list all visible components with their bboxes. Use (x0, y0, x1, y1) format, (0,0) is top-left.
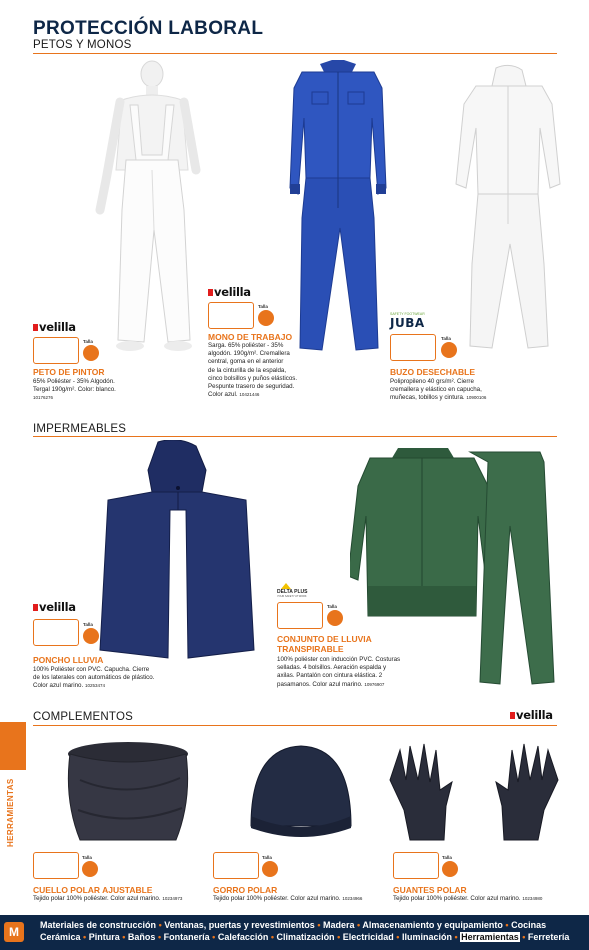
product-name: PONCHO LLUVIA (33, 655, 104, 665)
product-name: PETO DE PINTOR (33, 367, 105, 377)
footer-category[interactable]: Materiales de construcción (40, 920, 157, 930)
talla-label: Talla (83, 622, 93, 627)
price-box (33, 852, 79, 879)
page-title: PROTECCIÓN LABORAL (33, 18, 264, 39)
gorro-image (245, 742, 357, 842)
section-title-impermeables: IMPERMEABLES (33, 423, 127, 435)
price-box (33, 619, 79, 646)
talla-label: Talla (262, 855, 272, 860)
talla-label: Talla (441, 336, 451, 341)
brand-logo-velilla: velilla (33, 600, 76, 614)
size-icon (262, 861, 278, 877)
product-name: CONJUNTO DE LLUVIA TRANSPIRABLE (277, 634, 372, 654)
guantes-image (386, 740, 562, 845)
price-box (277, 602, 323, 629)
talla-label: Talla (258, 304, 268, 309)
side-category-label: HERRAMIENTAS (6, 778, 15, 847)
price-box (213, 852, 259, 879)
product-name: GUANTES POLAR (393, 885, 467, 895)
footer-category[interactable]: Ventanas, puertas y revestimientos (164, 920, 315, 930)
footer-category[interactable]: Cerámica (40, 932, 81, 942)
size-icon (82, 861, 98, 877)
brand-logo-icon: M (4, 922, 24, 942)
size-icon (83, 628, 99, 644)
price-box (33, 337, 79, 364)
peto-image (92, 60, 202, 360)
footer-category[interactable]: Ferretería (527, 932, 570, 942)
brand-logo-velilla: velilla (208, 285, 251, 299)
brand-logo-velilla: velilla (33, 320, 76, 334)
poncho-image (98, 440, 258, 662)
section-divider (33, 725, 557, 726)
size-icon (83, 345, 99, 361)
product-description: Polipropileno 40 grs/m². Cierre cremallera y elástico en capucha, muñecas, tobillos y cintura. 10900106 (390, 378, 487, 402)
product-description: Tejido polar 100% poliéster. Color azul marino. 10234966 (213, 895, 363, 902)
product-name: BUZO DESECHABLE (390, 367, 476, 377)
footer-category[interactable]: Calefacción (217, 932, 269, 942)
footer-category[interactable]: Almacenamiento y equipamiento (362, 920, 503, 930)
footer-category[interactable]: Climatización (276, 932, 335, 942)
footer-category[interactable]: Iluminación (401, 932, 452, 942)
section-divider (33, 53, 557, 54)
price-box (208, 302, 254, 329)
buzo-image (452, 64, 564, 354)
product-description: Tejido polar 100% poliéster. Color azul marino. 10234973 (33, 895, 183, 902)
size-icon (327, 610, 343, 626)
size-icon (258, 310, 274, 326)
product-name: GORRO POLAR (213, 885, 278, 895)
mono-image (282, 58, 392, 358)
brand-logo-deltaplus: DELTA PLUS YOUR SAFETY AT WORK (277, 583, 327, 598)
price-box (390, 334, 436, 361)
side-tab (0, 722, 26, 770)
conjunto-image (350, 446, 560, 691)
talla-label: Talla (83, 339, 93, 344)
product-name: CUELLO POLAR AJUSTABLE (33, 885, 153, 895)
brand-logo-juba: SAFETY FOOTWEAR JUBA (390, 312, 425, 330)
footer-categories-line2: Cerámica • Pintura • Baños • Fontanería • Calefacción • Climatización • Electricidad • Iluminación • Herramientas • Ferretería (40, 932, 570, 942)
footer-categories-line1: Materiales de construcción • Ventanas, puertas y revestimientos • Madera • Almacenamiento y equipamiento • Cocinas (40, 920, 547, 930)
talla-label: Talla (327, 604, 337, 609)
footer-category[interactable]: Madera (323, 920, 355, 930)
product-description: 65% Poliéster - 35% Algodón. Tergal 190g/m². Color: blanco. 10176276 (33, 378, 116, 401)
footer-category[interactable]: Electricidad (342, 932, 394, 942)
section-divider (33, 436, 557, 437)
footer-category[interactable]: Fontanería (163, 932, 210, 942)
size-icon (441, 342, 457, 358)
section-title-complementos: COMPLEMENTOS (33, 711, 133, 723)
size-icon (442, 861, 458, 877)
footer-category-active[interactable]: Herramientas (461, 932, 519, 942)
footer-category[interactable]: Pintura (88, 932, 120, 942)
product-description: 100% Poliéster con PVC. Capucha. Cierre de los laterales con automáticos de plástico. Color azul marino. 10253474 (33, 666, 155, 690)
product-description: 100% poliéster con inducción PVC. Costuras selladas. 4 bolsillos. Aeración espalda y axilas. Pantalón con cintura elástica. 2 pasamanos. Color azul marino. 10976907 (277, 656, 401, 688)
talla-label: Talla (82, 855, 92, 860)
product-name: MONO DE TRABAJO (208, 332, 293, 342)
price-box (393, 852, 439, 879)
product-description: Sarga. 65% poliéster - 35% algodón. 190g/m². Cremallera central, goma en el anterior de la cinturilla de la espalda, cinco bolsillos y puños elásticos. Pespunte trasero de seguridad. Color azul. 10421446 (208, 342, 298, 399)
cuello-image (60, 740, 192, 845)
footer-category[interactable]: Cocinas (511, 920, 547, 930)
product-description: Tejido polar 100% poliéster. Color azul marino. 10234980 (393, 895, 543, 902)
talla-label: Talla (442, 855, 452, 860)
section-title-petos: PETOS Y MONOS (33, 39, 132, 51)
brand-logo-velilla: velilla (510, 708, 553, 722)
footer-category[interactable]: Baños (127, 932, 156, 942)
